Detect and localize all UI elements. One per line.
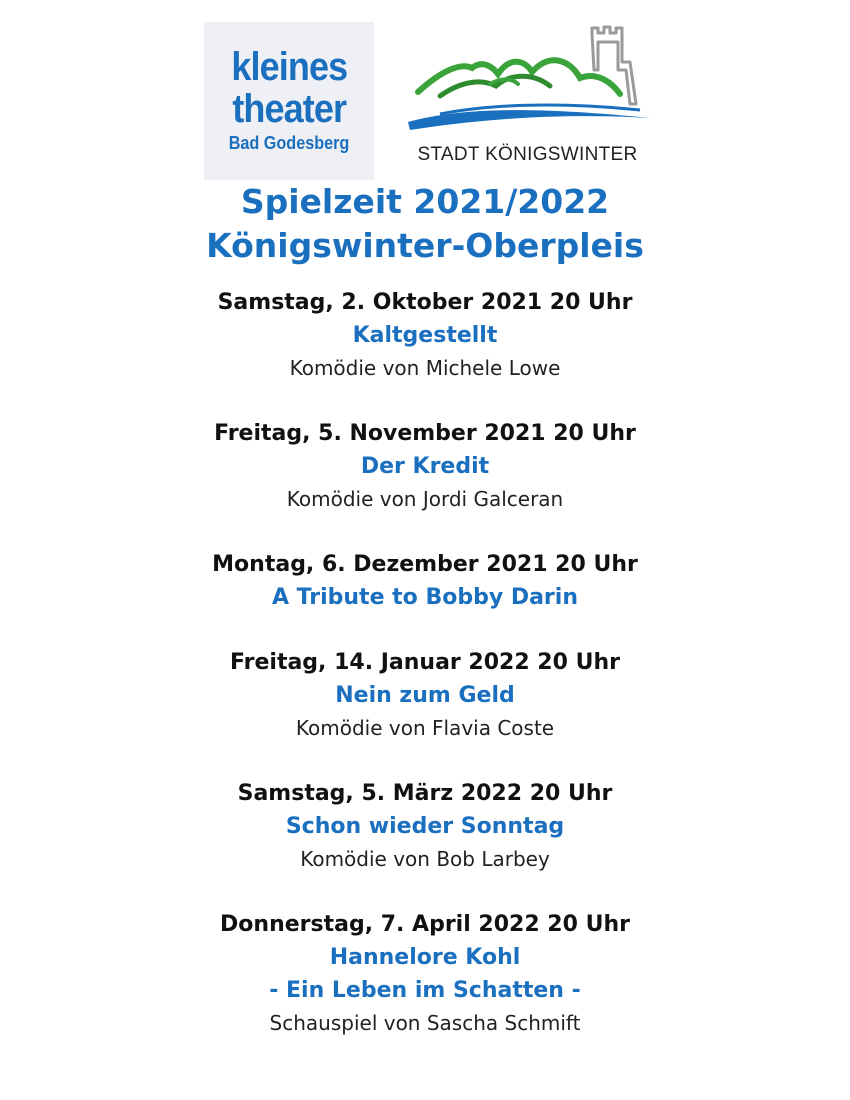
event-item — [0, 417, 850, 516]
event-date: Samstag, 5. März 2022 20 Uhr — [237, 781, 613, 806]
event-description: Komödie von Michele Lowe — [289, 356, 561, 380]
event-description: Komödie von Flavia Coste — [295, 716, 555, 740]
castle-ruin-icon — [592, 27, 636, 104]
event-title: Hannelore Kohl — [329, 945, 521, 970]
stadt-name: STADT KÖNIGSWINTER — [417, 144, 638, 165]
event-date: Freitag, 14. Januar 2022 20 Uhr — [230, 650, 620, 675]
event-item — [0, 646, 850, 745]
event-title: Der Kredit — [360, 454, 490, 479]
stadt-koenigswinter-logo — [400, 22, 655, 172]
event-title: Schon wieder Sonntag — [285, 814, 565, 839]
event-date: Montag, 6. Dezember 2021 20 Uhr — [212, 552, 638, 577]
logo-line-bad-godesberg: Bad Godesberg — [228, 133, 350, 153]
event-date: Donnerstag, 7. April 2022 20 Uhr — [220, 912, 630, 937]
logo-line-kleines: kleines — [231, 45, 347, 89]
event-title: Nein zum Geld — [335, 683, 515, 708]
event-date: Samstag, 2. Oktober 2021 20 Uhr — [217, 290, 633, 315]
logo-line-theater: theater — [232, 87, 346, 131]
season-heading — [0, 180, 850, 268]
event-description: Komödie von Jordi Galceran — [286, 487, 564, 511]
event-description: Schauspiel von Sascha Schmift — [269, 1011, 581, 1035]
event-subtitle: - Ein Leben im Schatten - — [269, 978, 581, 1003]
season-title: Spielzeit 2021/2022 — [240, 182, 610, 221]
stadt-logo-emblem — [400, 22, 655, 142]
event-list — [0, 286, 850, 1072]
event-item — [0, 777, 850, 876]
event-description: Komödie von Bob Larbey — [300, 847, 550, 871]
event-title: A Tribute to Bobby Darin — [271, 585, 578, 610]
kleines-theater-logo — [204, 22, 374, 180]
event-item — [0, 548, 850, 614]
event-title: Kaltgestellt — [352, 323, 498, 348]
event-item — [0, 908, 850, 1040]
event-date: Freitag, 5. November 2021 20 Uhr — [214, 421, 636, 446]
season-location: Königswinter-Oberpleis — [206, 226, 644, 265]
event-item — [0, 286, 850, 385]
